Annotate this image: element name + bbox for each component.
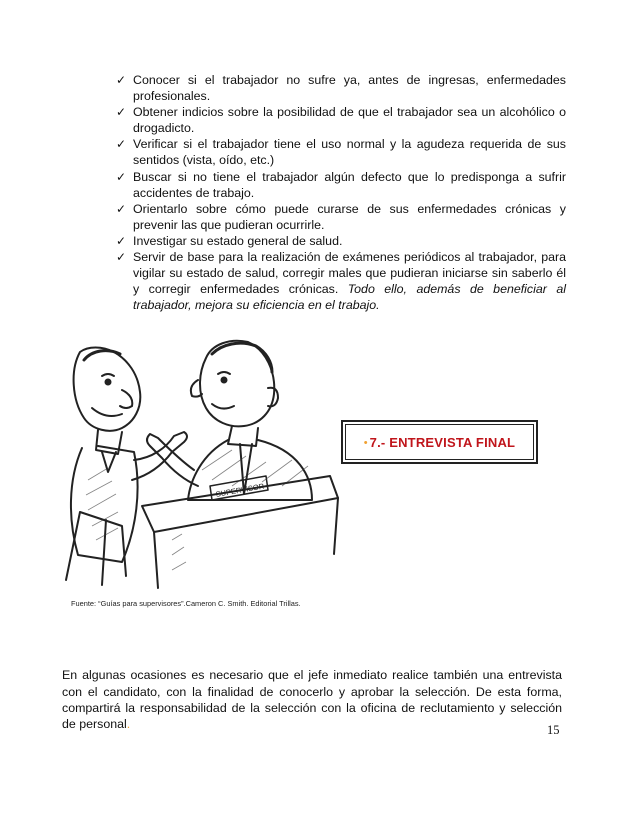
checkmark-icon: ✓ <box>116 73 127 87</box>
checklist-item <box>112 201 566 233</box>
section-title: 7.- ENTREVISTA FINAL <box>369 434 516 450</box>
image-caption: Fuente: “Guías para supervisores”.Cameron C. Smith. Editorial Trillas. <box>71 599 301 608</box>
checklist-item <box>112 72 566 104</box>
checklist-item-emphasis: Todo ello, además de beneficiar al trabajador, mejora su eficiencia en el trabajo. <box>133 282 566 313</box>
checklist-item-text: Investigar su estado general de salud. <box>133 233 343 248</box>
checklist-item-text: Obtener indicios sobre la posibilidad de que el trabajador sea un alcohólico o drogadicto. <box>133 105 566 136</box>
checkmark-icon: ✓ <box>116 105 127 120</box>
checklist-item <box>112 136 566 168</box>
checklist-item-text: Verificar si el trabajador tiene el uso normal y la agudeza requerida de sus sentidos (vista, oído, etc.) <box>133 137 566 168</box>
checklist-item-text: Buscar si no tiene el trabajador algún defecto que lo predisponga a sufrir accidentes de trabajo. <box>133 169 566 200</box>
checkmark-icon: ✓ <box>116 233 127 248</box>
section-heading-box <box>341 420 538 464</box>
checkmark-icon: ✓ <box>116 250 127 265</box>
requirements-checklist <box>112 72 566 313</box>
checkmark-icon: ✓ <box>116 137 127 152</box>
checkmark-icon: ✓ <box>116 201 127 216</box>
supervisor-interview-illustration <box>62 330 346 592</box>
paragraph-trailing-dot: . <box>126 717 131 732</box>
page-number: 15 <box>547 723 560 737</box>
checklist-item <box>112 249 566 313</box>
desk-sign-label: SUPERVISOR <box>215 481 265 499</box>
checklist-item-text: Conocer si el trabajador no sufre ya, antes de ingresas, enfermedades profesionales. <box>133 73 566 104</box>
body-paragraph <box>62 667 562 732</box>
checklist-item <box>112 104 566 136</box>
checklist-item <box>112 233 566 249</box>
checklist-item-text: Servir de base para la realización de exámenes periódicos al trabajador, para vigilar su estado de salud, corregir males que pudieran iniciarse sin saberlo él y corregir enfermedades crónicas. <box>133 250 566 297</box>
checklist-item-text: Orientarlo sobre cómo puede curarse de sus enfermedades crónicas y prevenir las que pudieran ocurrirle. <box>133 201 566 232</box>
checkmark-icon: ✓ <box>116 169 127 184</box>
heading-marker: • <box>363 437 368 449</box>
body-paragraph-text: En algunas ocasiones es necesario que el jefe inmediato realice también una entrevista con el candidato, con la finalidad de conocerlo y aprobar la selección. De esta forma, compartirá la responsabilidad de la selección con la oficina de reclutamiento y selección de personal <box>62 668 562 732</box>
checklist-item <box>112 169 566 201</box>
